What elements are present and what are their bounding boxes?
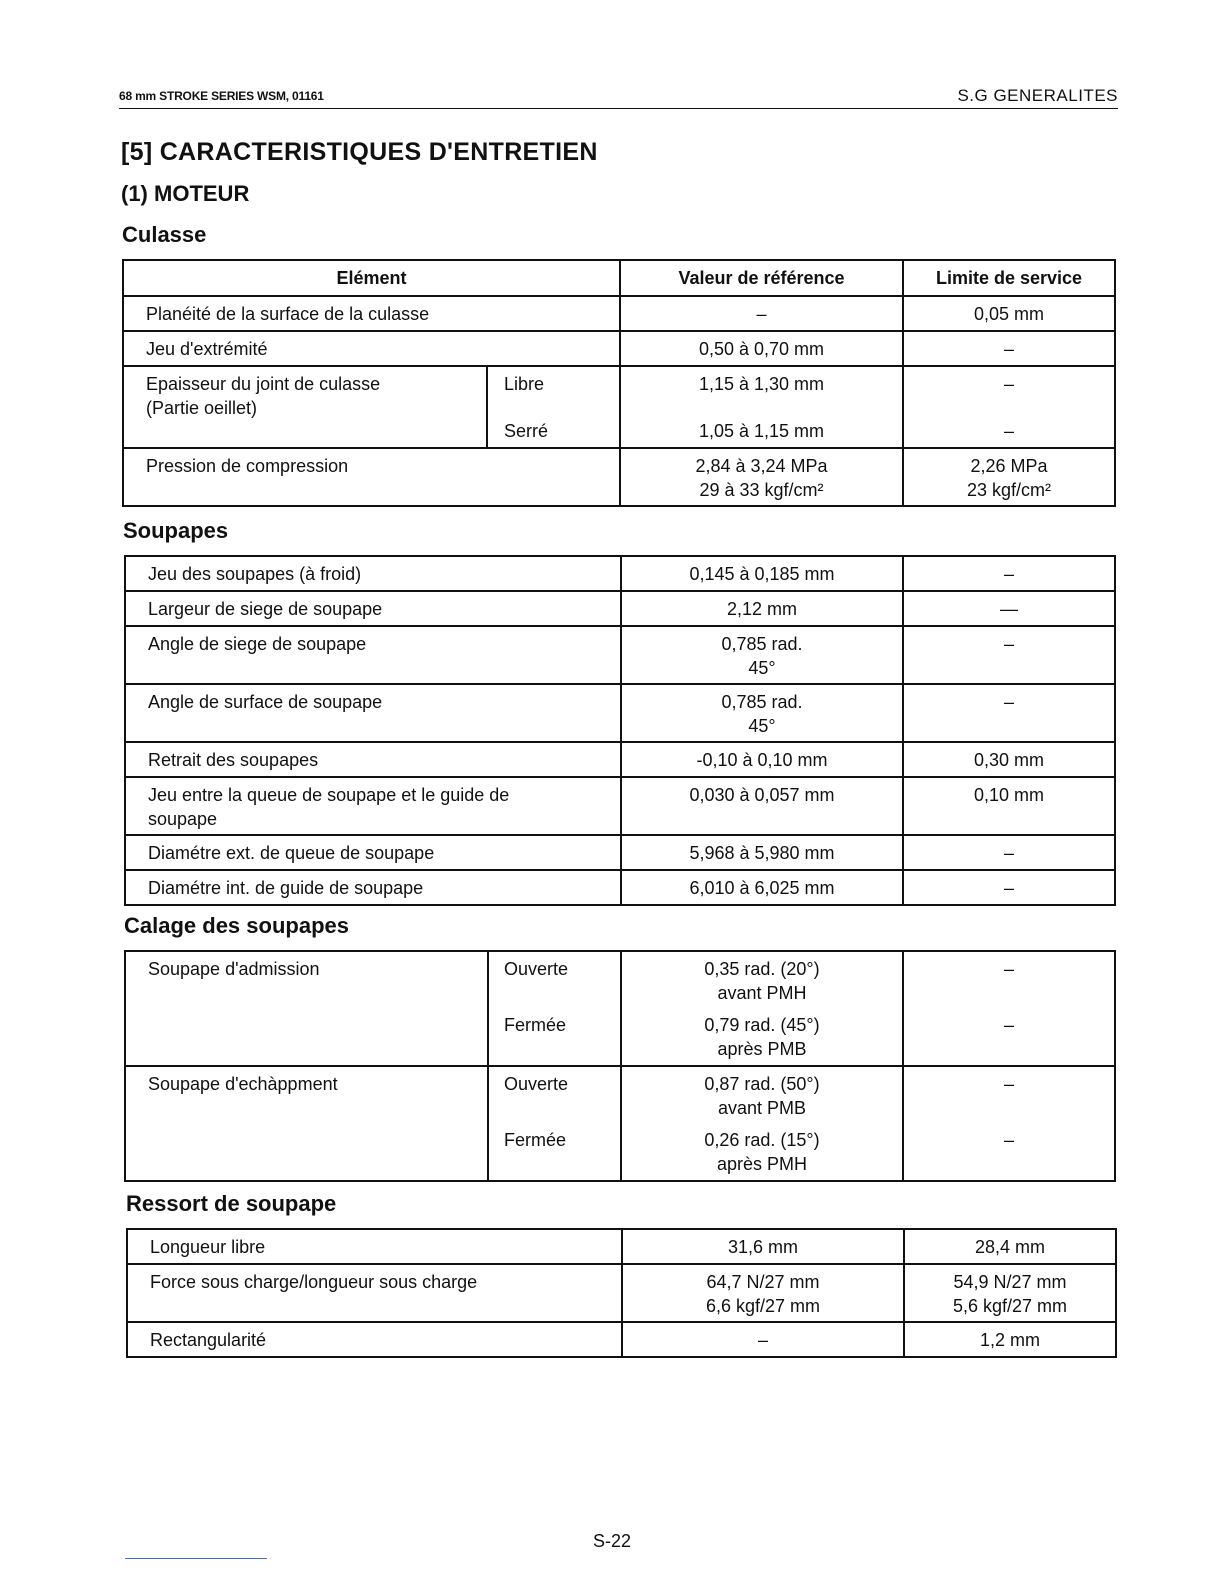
table-row	[127, 1264, 1116, 1322]
row-ref: 0,030 à 0,057 mm	[621, 777, 903, 835]
row-limit	[903, 951, 1115, 1066]
row-label-line1: Jeu entre la queue de soupape et le guide de	[148, 785, 510, 805]
row-limit: 0,30 mm	[903, 742, 1115, 777]
row-ref: –	[620, 296, 903, 331]
row-label: Angle de surface de soupape	[125, 684, 621, 742]
row-limit	[903, 366, 1115, 448]
soupapes-table	[124, 555, 1116, 906]
header-manual-ref: 68 mm STROKE SERIES WSM, 01161	[119, 89, 324, 103]
ressort-heading: Ressort de soupape	[126, 1191, 337, 1216]
table-row	[125, 870, 1115, 905]
calage-heading: Calage des soupapes	[124, 913, 349, 938]
calage-table	[124, 950, 1116, 1182]
row-label: Longueur libre	[127, 1229, 622, 1264]
valve-states	[488, 951, 621, 1066]
limit-kgf: 5,6 kgf/27 mm	[952, 1296, 1068, 1316]
row-limit	[903, 1066, 1115, 1181]
row-ref: 2,12 mm	[621, 591, 903, 626]
row-label: Soupape d'admission	[125, 951, 488, 1066]
ouv-ref-rad: 0,35 rad. (20°)	[704, 959, 820, 979]
joint-label-1: Epaisseur du joint de culasse	[146, 374, 381, 394]
row-label-line2: soupape	[148, 809, 218, 829]
table-row	[125, 835, 1115, 870]
page-header	[119, 84, 1118, 109]
row-limit: –	[903, 331, 1115, 366]
ouv-ref-pos: avant PMB	[717, 1098, 807, 1118]
ref-kgf: 6,6 kgf/27 mm	[705, 1296, 821, 1316]
pression-lim-kgf: 23 kgf/cm²	[966, 480, 1052, 500]
row-label: Jeu d'extrémité	[123, 331, 620, 366]
row-ref	[620, 448, 903, 506]
page-title: [5] CARACTERISTIQUES D'ENTRETIEN	[121, 138, 598, 166]
table-row	[125, 1066, 1115, 1181]
ouv-ref-rad: 0,87 rad. (50°)	[704, 1074, 820, 1094]
row-label: Angle de siege de soupape	[125, 626, 621, 684]
table-row	[123, 296, 1115, 331]
libre-limit: –	[1003, 374, 1014, 394]
table-row	[125, 951, 1115, 1066]
row-limit: 0,05 mm	[903, 296, 1115, 331]
fer-ref-pos: après PMB	[717, 1039, 807, 1059]
row-ref	[622, 1264, 904, 1322]
state-fermee: Fermée	[504, 1015, 567, 1035]
table-row	[125, 626, 1115, 684]
row-label: Soupape d'echàppment	[125, 1066, 488, 1181]
row-ref	[621, 1066, 903, 1181]
row-limit: 28,4 mm	[904, 1229, 1116, 1264]
row-label: Pression de compression	[123, 448, 620, 506]
row-label: Planéité de la surface de la culasse	[123, 296, 620, 331]
row-ref	[621, 951, 903, 1066]
section-title: (1) MOTEUR	[121, 181, 250, 206]
row-label: Jeu des soupapes (à froid)	[125, 556, 621, 591]
serre-ref: 1,05 à 1,15 mm	[698, 421, 825, 441]
fer-limit: –	[1003, 1130, 1014, 1150]
fer-ref-rad: 0,79 rad. (45°)	[704, 1015, 820, 1035]
row-limit: –	[903, 556, 1115, 591]
row-label: Rectangularité	[127, 1322, 622, 1357]
pression-lim-mpa: 2,26 MPa	[970, 456, 1048, 476]
state-ouverte: Ouverte	[504, 959, 569, 979]
valve-states	[488, 1066, 621, 1181]
row-limit: —	[903, 591, 1115, 626]
row-limit: 1,2 mm	[904, 1322, 1116, 1357]
table-row	[125, 591, 1115, 626]
row-label	[125, 777, 621, 835]
fer-limit: –	[1003, 1015, 1014, 1035]
ref-deg: 45°	[748, 716, 776, 736]
ouv-limit: –	[1003, 1074, 1014, 1094]
table-row	[123, 448, 1115, 506]
footer-rule	[125, 1558, 267, 1559]
state-libre: Libre	[504, 374, 545, 394]
row-ref: 31,6 mm	[622, 1229, 904, 1264]
table-row	[125, 777, 1115, 835]
row-limit: 0,10 mm	[903, 777, 1115, 835]
col-element: Elément	[123, 260, 620, 296]
joint-label-2: (Partie oeillet)	[146, 398, 258, 418]
fer-ref-pos: après PMH	[716, 1154, 808, 1174]
state-ouverte: Ouverte	[504, 1074, 569, 1094]
table-header-row	[123, 260, 1115, 296]
header-section: S.G GENERALITES	[957, 86, 1118, 105]
state-fermee: Fermée	[504, 1130, 567, 1150]
row-ref: 0,145 à 0,185 mm	[621, 556, 903, 591]
row-label: Diamétre int. de guide de soupape	[125, 870, 621, 905]
libre-ref: 1,15 à 1,30 mm	[698, 374, 825, 394]
table-row	[125, 556, 1115, 591]
table-row	[123, 331, 1115, 366]
row-ref: -0,10 à 0,10 mm	[621, 742, 903, 777]
table-row	[127, 1229, 1116, 1264]
row-ref	[620, 366, 903, 448]
limit-newton: 54,9 N/27 mm	[953, 1272, 1067, 1292]
row-ref	[621, 626, 903, 684]
row-ref: –	[622, 1322, 904, 1357]
ouv-limit: –	[1003, 959, 1014, 979]
row-label: Force sous charge/longueur sous charge	[127, 1264, 622, 1322]
row-limit: –	[903, 870, 1115, 905]
row-ref: 6,010 à 6,025 mm	[621, 870, 903, 905]
ref-rad: 0,785 rad.	[721, 634, 803, 654]
row-limit: –	[903, 626, 1115, 684]
state-serre: Serré	[504, 421, 549, 441]
row-ref: 5,968 à 5,980 mm	[621, 835, 903, 870]
ressort-table	[126, 1228, 1117, 1358]
col-ref: Valeur de référence	[620, 260, 903, 296]
row-limit: –	[903, 684, 1115, 742]
pression-ref-kgf: 29 à 33 kgf/cm²	[699, 480, 824, 500]
row-label: Largeur de siege de soupape	[125, 591, 621, 626]
table-row	[125, 742, 1115, 777]
pression-ref-mpa: 2,84 à 3,24 MPa	[695, 456, 828, 476]
table-row	[125, 684, 1115, 742]
joint-states	[487, 366, 620, 448]
table-row	[127, 1322, 1116, 1357]
row-label	[123, 366, 487, 448]
col-limit: Limite de service	[903, 260, 1115, 296]
row-label: Retrait des soupapes	[125, 742, 621, 777]
row-label: Diamétre ext. de queue de soupape	[125, 835, 621, 870]
page-number: S-22	[592, 1531, 632, 1551]
row-limit	[904, 1264, 1116, 1322]
soupapes-heading: Soupapes	[123, 518, 229, 543]
row-limit	[903, 448, 1115, 506]
ouv-ref-pos: avant PMH	[717, 983, 807, 1003]
ref-rad: 0,785 rad.	[721, 692, 803, 712]
row-ref	[621, 684, 903, 742]
ref-deg: 45°	[748, 658, 776, 678]
fer-ref-rad: 0,26 rad. (15°)	[704, 1130, 820, 1150]
row-limit: –	[903, 835, 1115, 870]
ref-newton: 64,7 N/27 mm	[706, 1272, 820, 1292]
culasse-table	[122, 259, 1116, 507]
row-ref: 0,50 à 0,70 mm	[620, 331, 903, 366]
table-row	[123, 366, 1115, 448]
culasse-heading: Culasse	[122, 222, 207, 247]
serre-limit: –	[1003, 421, 1014, 441]
